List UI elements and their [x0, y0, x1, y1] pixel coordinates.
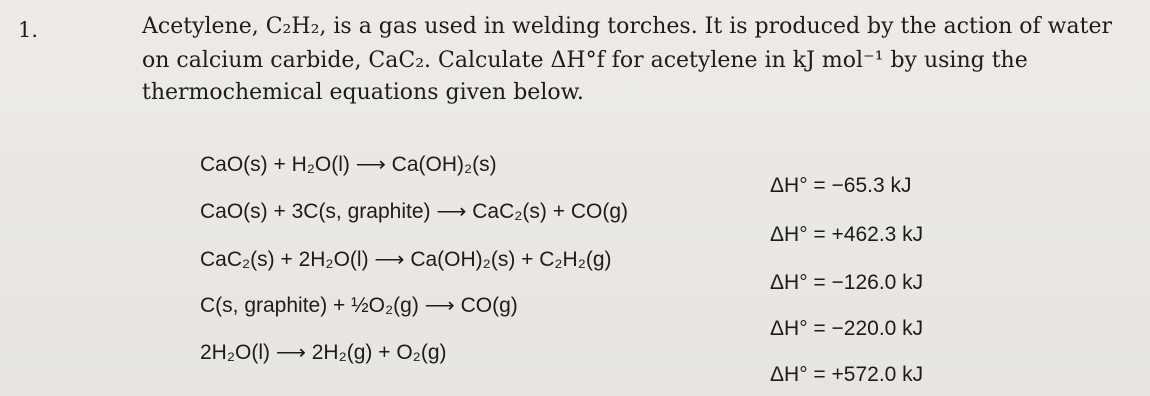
- question-text-line-3: thermochemical equations given below.: [142, 80, 584, 105]
- question-text-line-2: on calcium carbide, CaC₂. Calculate ΔH°f for acetylene in kJ mol⁻¹ by using the: [142, 48, 1028, 73]
- equation-3-enthalpy: ΔH° = −126.0 kJ: [770, 271, 924, 294]
- equation-5-enthalpy: ΔH° = +572.0 kJ: [770, 363, 924, 386]
- question-number: 1.: [18, 18, 39, 42]
- equation-2-enthalpy: ΔH° = +462.3 kJ: [770, 223, 924, 246]
- equation-1-reaction: CaO(s) + H₂O(l) ⟶ Ca(OH)₂(s): [200, 153, 497, 176]
- equation-5-reaction: 2H₂O(l) ⟶ 2H₂(g) + O₂(g): [200, 341, 447, 364]
- equation-4-enthalpy: ΔH° = −220.0 kJ: [770, 317, 924, 340]
- equation-3-reaction: CaC₂(s) + 2H₂O(l) ⟶ Ca(OH)₂(s) + C₂H₂(g): [200, 248, 612, 271]
- equation-4-reaction: C(s, graphite) + ½O₂(g) ⟶ CO(g): [200, 294, 518, 317]
- equation-1-enthalpy: ΔH° = −65.3 kJ: [770, 174, 912, 197]
- equation-2-reaction: CaO(s) + 3C(s, graphite) ⟶ CaC₂(s) + CO(g): [200, 200, 629, 223]
- question-text-line-1: Acetylene, C₂H₂, is a gas used in welding torches. It is produced by the action of water: [142, 14, 1112, 39]
